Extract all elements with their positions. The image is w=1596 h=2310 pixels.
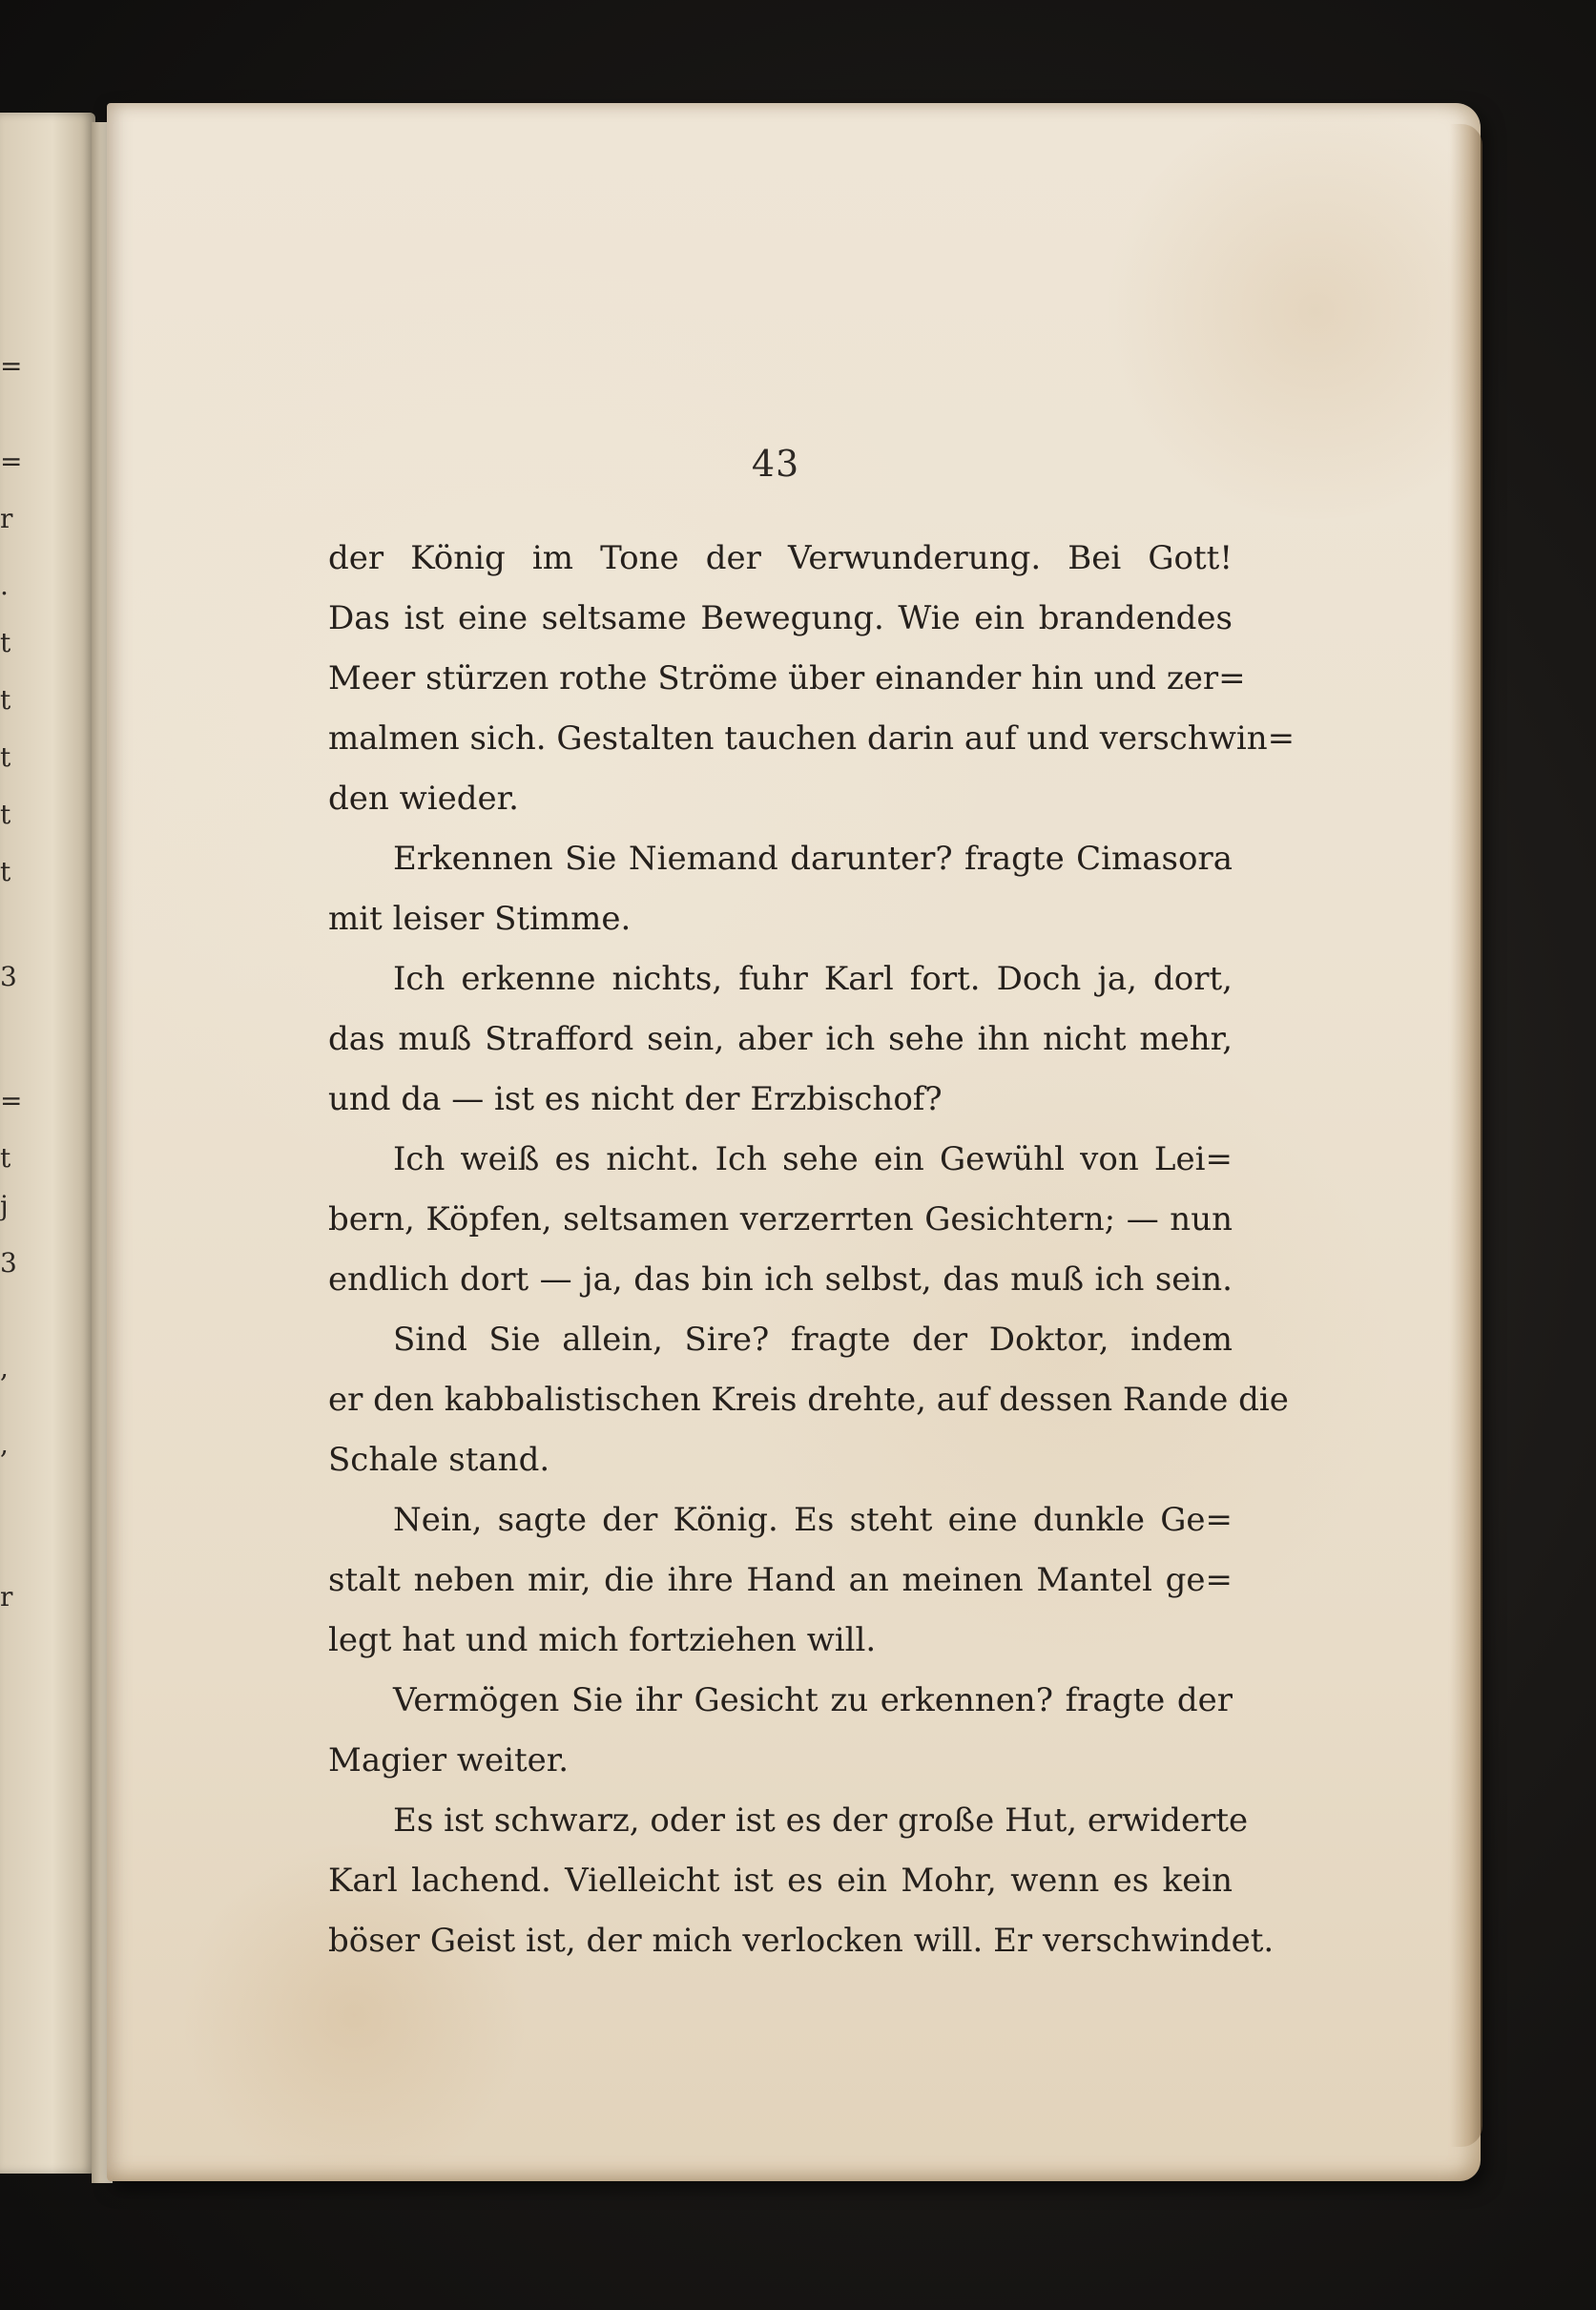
previous-page-text-fragment: 3 xyxy=(0,961,17,992)
previous-page-text-fragment: t xyxy=(0,856,11,887)
previous-page-text-fragment: = xyxy=(0,446,23,477)
previous-page-text-fragment: j xyxy=(0,1190,9,1221)
text-line: Ich weiß es nicht. Ich sehe ein Gewühl von Lei= xyxy=(393,1140,1233,1178)
text-line: malmen sich. Gestalten tauchen darin auf und verschwin= xyxy=(328,719,1295,758)
previous-page-text-fragment: = xyxy=(0,350,23,382)
text-line: legt hat und mich fortziehen will. xyxy=(328,1621,877,1659)
previous-page-text-fragment: , xyxy=(0,1428,9,1460)
book-page xyxy=(107,103,1481,2181)
text-line: Schale stand. xyxy=(328,1441,550,1479)
text-line: Karl lachend. Vielleicht ist es ein Mohr, wenn es kein xyxy=(328,1862,1233,1900)
text-line: Nein, sagte der König. Es steht eine dunkle Ge= xyxy=(393,1501,1233,1539)
text-line: böser Geist ist, der mich verlocken will. Er verschwindet. xyxy=(328,1922,1275,1960)
previous-page-edge xyxy=(0,113,95,2174)
page-number: 43 xyxy=(751,443,800,485)
previous-page-text-fragment: t xyxy=(0,1142,11,1174)
previous-page-text-fragment: t xyxy=(0,627,11,658)
text-line: Es ist schwarz, oder ist es der große Hut, erwiderte xyxy=(393,1801,1249,1840)
page-text xyxy=(328,529,1295,1971)
text-line: stalt neben mir, die ihre Hand an meinen Mantel ge= xyxy=(328,1561,1233,1599)
previous-page-text-fragment: t xyxy=(0,799,11,830)
text-line: Magier weiter. xyxy=(328,1741,570,1779)
text-line: Ich erkenne nichts, fuhr Karl fort. Doch ja, dort, xyxy=(393,960,1233,998)
text-line: mit leiser Stimme. xyxy=(328,900,632,938)
previous-page-text-fragment: r xyxy=(0,1581,13,1613)
previous-page-text-fragment: r xyxy=(0,503,13,534)
text-line: Sind Sie allein, Sire? fragte der Doktor, indem xyxy=(393,1321,1233,1359)
text-line: Meer stürzen rothe Ströme über einander hin und zer= xyxy=(328,659,1246,697)
text-line: endlich dort — ja, das bin ich selbst, das muß ich sein. xyxy=(328,1260,1233,1299)
text-line: das muß Strafford sein, aber ich sehe ihn nicht mehr, xyxy=(328,1020,1233,1058)
previous-page-text-fragment: , xyxy=(0,1352,9,1384)
previous-page-text-fragment: t xyxy=(0,741,11,773)
text-line: Erkennen Sie Niemand darunter? fragte Cimasora xyxy=(393,840,1233,878)
previous-page-text-fragment: t xyxy=(0,684,11,716)
text-line: bern, Köpfen, seltsamen verzerrten Gesichtern; — nun xyxy=(328,1200,1233,1238)
previous-page-text-fragment: . xyxy=(0,570,9,601)
previous-page-text-fragment: 3 xyxy=(0,1247,17,1279)
text-line: den wieder. xyxy=(328,780,519,818)
text-line: Vermögen Sie ihr Gesicht zu erkennen? fragte der xyxy=(393,1681,1233,1719)
page-right-edge xyxy=(1450,124,1482,2147)
text-line: er den kabbalistischen Kreis drehte, auf dessen Rande die xyxy=(328,1381,1289,1419)
previous-page-text-fragment: = xyxy=(0,1085,23,1116)
text-line: der König im Tone der Verwunderung. Bei Gott! xyxy=(328,539,1233,577)
text-line: und da — ist es nicht der Erzbischof? xyxy=(328,1080,943,1118)
text-line: Das ist eine seltsame Bewegung. Wie ein brandendes xyxy=(328,599,1233,637)
